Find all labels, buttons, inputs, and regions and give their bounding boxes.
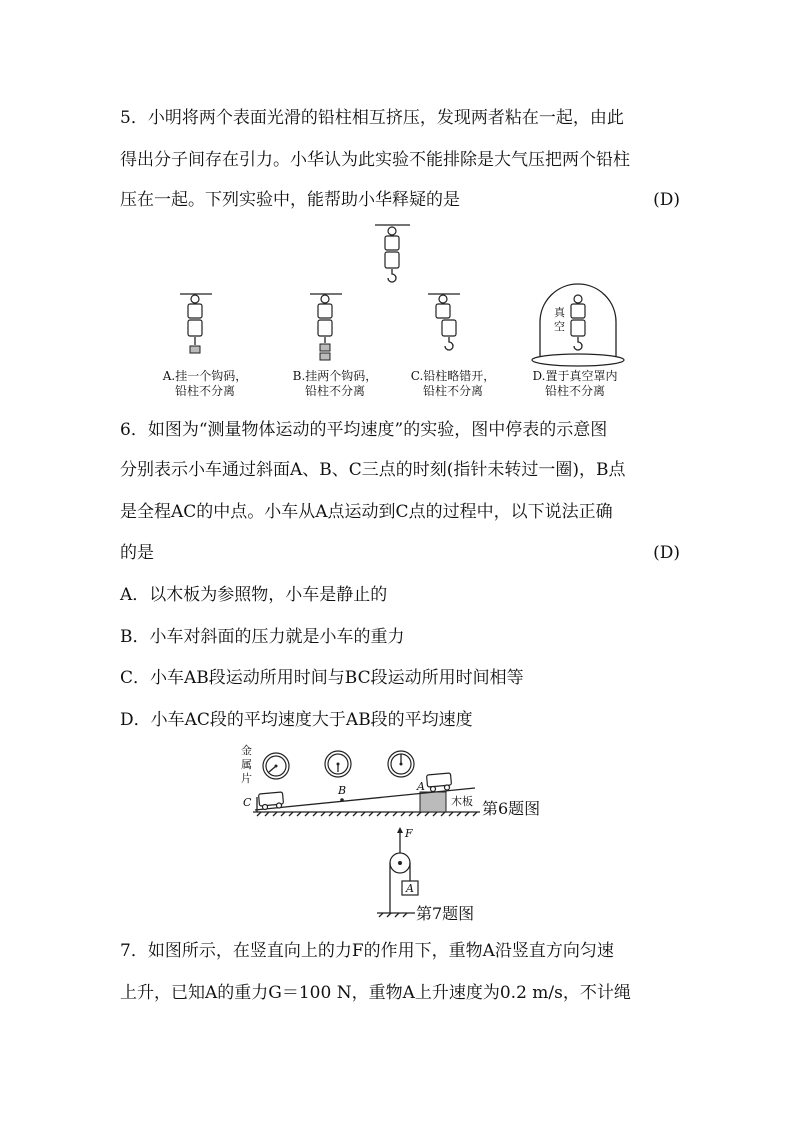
q5-reference-cylinders	[375, 225, 410, 282]
q5-figure	[150, 222, 640, 372]
q5-line-3-text: 压在一起。下列实验中，能帮助小华释疑的是	[120, 190, 460, 210]
q5-caption-d	[520, 369, 630, 399]
q5-caption-a-1: A.挂一个钩码，	[162, 369, 248, 383]
q6-line-3: 是全程AC的中点。小车从A点运动到C点的过程中，以下说法正确	[120, 502, 613, 522]
q6-stopwatch-b	[325, 751, 351, 777]
q5-option-c-drawing	[428, 294, 460, 350]
q5-caption-c-2: 铅柱不分离	[422, 384, 483, 398]
q5-option-d-drawing	[532, 284, 624, 366]
q5-caption-b	[280, 369, 390, 399]
q6-cart-a	[427, 773, 452, 792]
q6-metal-label-3: 片	[241, 772, 252, 785]
q7-line-1: 7．如图所示，在竖直向上的力F的作用下，重物A沿竖直方向匀速	[120, 941, 614, 961]
q6-figure	[235, 742, 485, 822]
q5-caption-b-2: 铅柱不分离	[304, 384, 365, 398]
q6-metal-label-1: 金	[241, 744, 252, 757]
q5-line-3	[120, 188, 680, 212]
q5-caption-b-1: B.挂两个钩码，	[292, 369, 378, 383]
q5-caption-a-2: 铅柱不分离	[174, 384, 235, 398]
q5-option-b-drawing	[310, 294, 342, 360]
q6-point-b: B	[338, 784, 347, 797]
q6-stopwatch-c	[263, 753, 289, 779]
q7-line-2: 上升，已知A的重力G＝100 N，重物A上升速度为0.2 m/s，不计绳	[120, 983, 631, 1003]
q6-line-1: 6．如图为“测量物体运动的平均速度”的实验，图中停表的示意图	[120, 420, 608, 440]
q7-weight-label: A	[406, 882, 414, 895]
q7-force-arrow	[397, 827, 403, 833]
q6-option-c: C．小车AB段运动所用时间与BC段运动所用时间相等	[120, 668, 524, 688]
q6-point-c: C	[243, 796, 252, 809]
q5-option-a-drawing	[180, 294, 212, 353]
q6-figure-caption: 第6题图	[482, 799, 541, 818]
q6-answer: (D)	[653, 543, 680, 563]
q5-caption-d-1: D.置于真空罩内	[532, 369, 618, 383]
q7-figure-caption: 第7题图	[416, 904, 475, 923]
q5-caption-c-1: C.铅柱略错开，	[410, 369, 496, 383]
q6-line-2: 分别表示小车通过斜面A、B、C三点的时刻(指针未转过一圈)，B点	[120, 460, 626, 480]
q5-line-1: 5．小明将两个表面光滑的铅柱相互挤压，发现两者粘在一起，由此	[120, 108, 624, 128]
q5-caption-c	[398, 369, 508, 399]
q5-vacuum-label-2: 空	[554, 320, 565, 333]
q6-stopwatch-a	[388, 751, 414, 777]
q5-caption-a	[150, 369, 260, 399]
q5-vacuum-label-1: 真	[554, 306, 565, 319]
q6-wood-label: 木板	[451, 795, 473, 808]
q6-metal-label-2: 属	[241, 758, 252, 771]
q6-line-4	[120, 541, 680, 565]
q5-line-2: 得出分子间存在引力。小华认为此实验不能排除是大气压把两个铅柱	[120, 150, 630, 170]
q6-option-d: D．小车AC段的平均速度大于AB段的平均速度	[120, 710, 473, 730]
q6-cart-c	[259, 792, 284, 810]
q7-force-label: F	[405, 827, 413, 840]
q6-point-a: A	[417, 780, 425, 793]
q6-line-4-text: 的是	[120, 543, 154, 563]
q5-caption-d-2: 铅柱不分离	[544, 384, 605, 398]
q6-option-b: B．小车对斜面的压力就是小车的重力	[120, 627, 405, 647]
q5-answer: (D)	[653, 190, 680, 210]
q6-option-a: A．以木板为参照物，小车是静止的	[120, 585, 388, 605]
